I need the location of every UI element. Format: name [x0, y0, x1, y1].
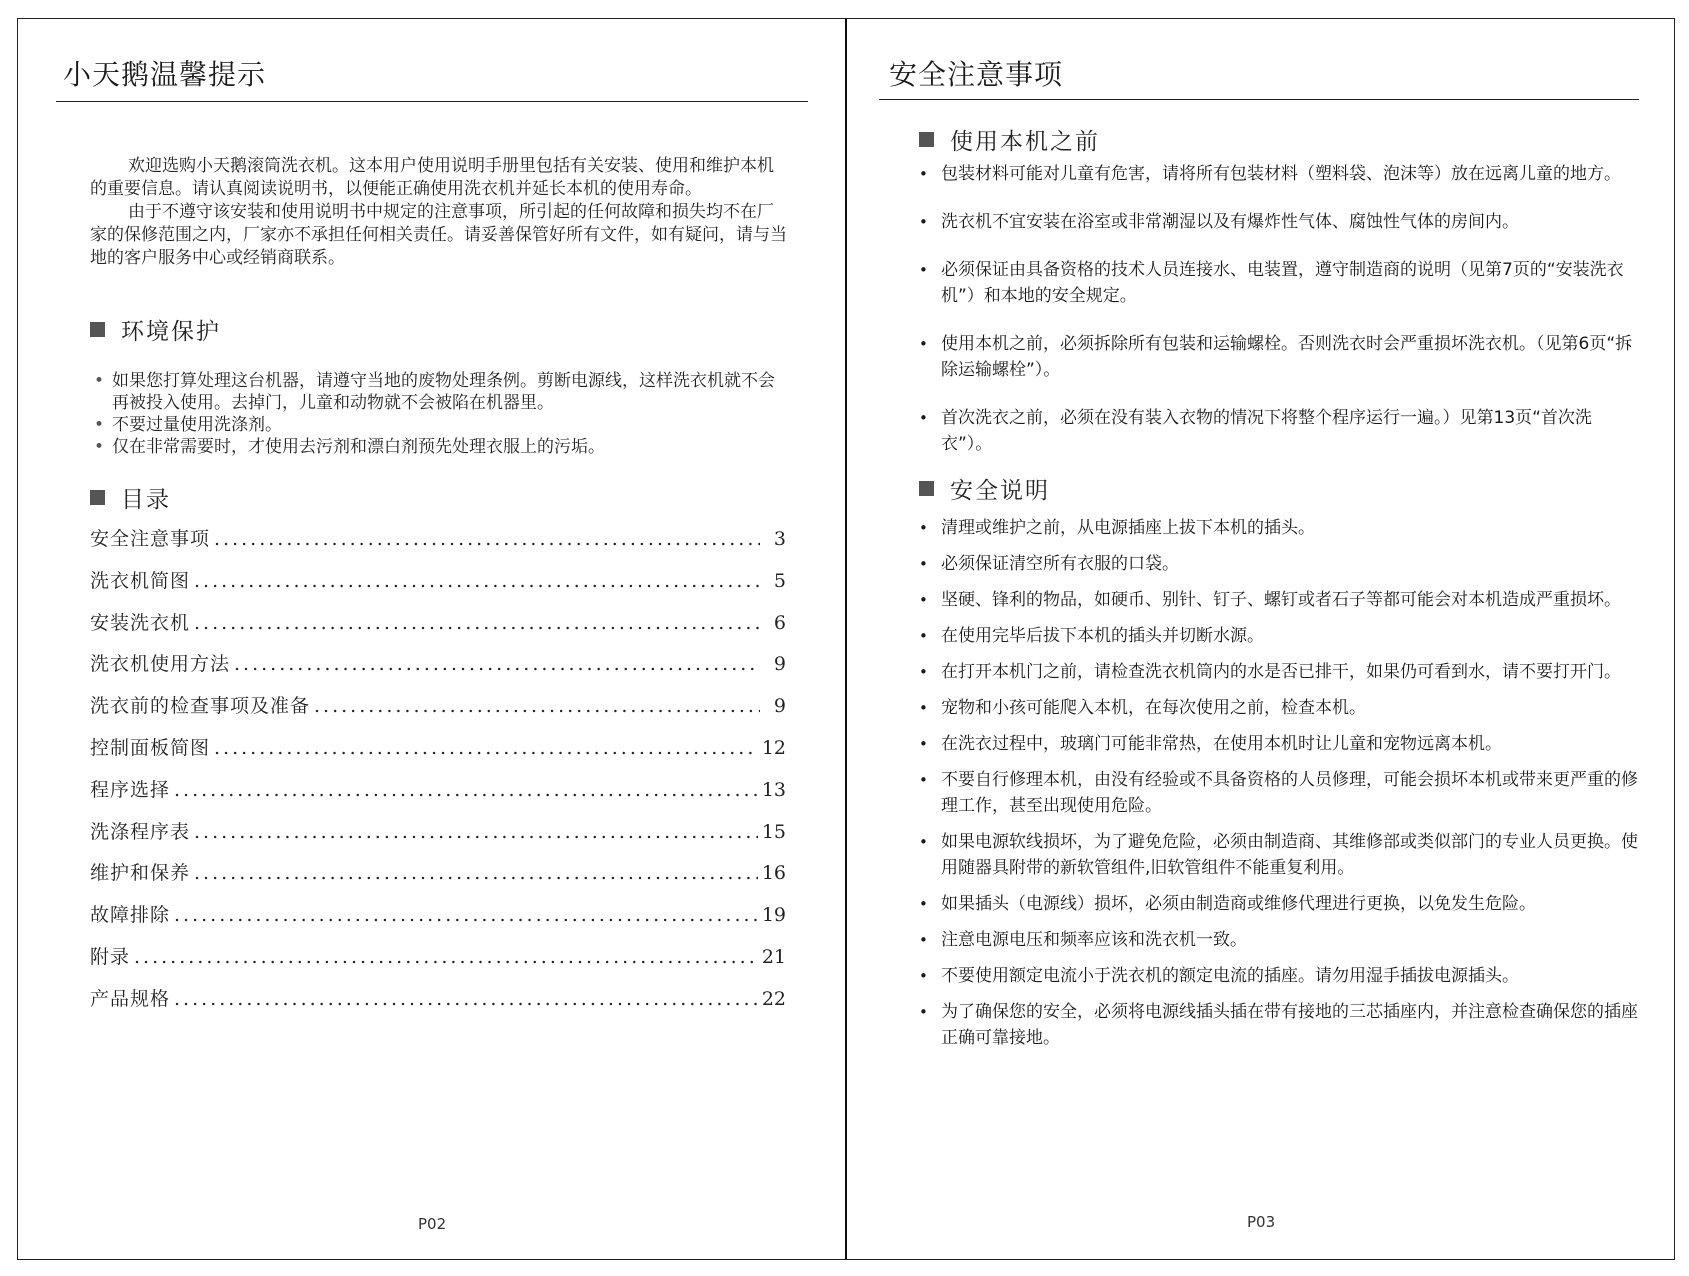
- toc-page: 9: [773, 695, 786, 718]
- page-number: P03: [1247, 1213, 1276, 1231]
- list-item: • 在打开本机门之前，请检查洗衣机筒内的水是否已排干，如果仍可看到水，请不要打开门。: [919, 659, 1639, 685]
- toc-label: 洗涤程序表: [90, 820, 191, 843]
- right-page-title: 安全注意事项: [889, 58, 1064, 91]
- toc-page: 5: [773, 569, 786, 592]
- left-page-title: 小天鹅温馨提示: [63, 58, 267, 91]
- toc-leader-dots: [174, 779, 758, 801]
- toc-label: 维护和保养: [90, 862, 191, 885]
- toc-leader-dots: [174, 904, 758, 926]
- toc-leader-dots: [194, 570, 760, 592]
- toc-page: 16: [761, 862, 786, 885]
- toc-label: 洗衣前的检查事项及准备: [90, 695, 311, 718]
- table-of-contents: [90, 524, 786, 1026]
- toc-leader-dots: [174, 988, 758, 1010]
- square-bullet-icon: [919, 481, 934, 496]
- toc-label: 程序选择: [90, 778, 171, 801]
- toc-leader-dots: [194, 821, 758, 843]
- toc-page: 9: [773, 653, 786, 676]
- title-rule: [879, 99, 1639, 100]
- before-use-heading-label: 使用本机之前: [950, 129, 1100, 155]
- toc-entry[interactable]: [90, 691, 786, 733]
- intro-paragraph: 由于不遵守该安装和使用说明书中规定的注意事项，所引起的任何故障和损失均不在厂家的保修范围之内，厂家亦不承担任何相关责任。请妥善保管好所有文件，如有疑问，请与当地的客户服务中心或经销商联系。: [90, 202, 787, 268]
- list-item: • 不要使用额定电流小于洗衣机的额定电流的插座。请勿用湿手插拔电源插头。: [919, 963, 1639, 989]
- list-item: • 如果您打算处理这台机器，请遵守当地的废物处理条例。剪断电源线，这样洗衣机就不会再被投入使用。去掉门，儿童和动物就不会被陷在机器里。: [90, 370, 790, 414]
- toc-page: 3: [773, 528, 786, 550]
- list-item: • 在使用完毕后拔下本机的插头并切断水源。: [919, 623, 1639, 649]
- toc-label: 洗衣机简图: [90, 569, 191, 592]
- list-item: • 清理或维护之前，从电源插座上拔下本机的插头。: [919, 515, 1639, 541]
- before-use-list: [919, 161, 1639, 467]
- safety-heading: [919, 472, 1050, 505]
- list-item: • 宠物和小孩可能爬入本机，在每次使用之前，检查本机。: [919, 695, 1639, 721]
- list-item: • 使用本机之前，必须拆除所有包装和运输螺栓。否则洗衣时会严重损坏洗衣机。（见第6页“拆除运输螺栓”）。: [919, 331, 1639, 383]
- title-rule: [56, 101, 808, 102]
- right-page: [845, 18, 1675, 1260]
- toc-entry[interactable]: [90, 817, 786, 859]
- list-item: • 必须保证清空所有衣服的口袋。: [919, 551, 1639, 577]
- toc-label: 附录: [90, 945, 131, 968]
- square-bullet-icon: [90, 322, 105, 337]
- toc-entry[interactable]: [90, 649, 786, 691]
- list-item: • 坚硬、锋利的物品，如硬币、别针、钉子、螺钉或者石子等都可能会对本机造成严重损坏。: [919, 587, 1639, 613]
- toc-entry[interactable]: [90, 942, 786, 984]
- toc-label: 安装洗衣机: [90, 611, 191, 634]
- env-list: [90, 370, 790, 458]
- page-number: P02: [418, 1215, 447, 1233]
- list-item: • 仅在非常需要时，才使用去污剂和漂白剂预先处理衣服上的污垢。: [90, 436, 790, 458]
- toc-entry[interactable]: [90, 775, 786, 817]
- intro-paragraph: 欢迎选购小天鹅滚筒洗衣机。这本用户使用说明手册里包括有关安装、使用和维护本机的重要信息。请认真阅读说明书，以便能正确使用洗衣机并延长本机的使用寿命。: [90, 156, 774, 199]
- list-item: • 不要自行修理本机，由没有经验或不具备资格的人员修理，可能会损坏本机或带来更严重的修理工作，甚至出现使用危险。: [919, 767, 1639, 819]
- toc-page: 22: [761, 987, 786, 1010]
- list-item: • 包装材料可能对儿童有危害，请将所有包装材料（塑料袋、泡沫等）放在远离儿童的地方。: [919, 161, 1639, 187]
- list-item: • 洗衣机不宜安装在浴室或非常潮湿以及有爆炸性气体、腐蚀性气体的房间内。: [919, 209, 1639, 235]
- toc-label: 安全注意事项: [90, 528, 211, 550]
- toc-label: 控制面板简图: [90, 736, 211, 759]
- list-item: • 如果电源软线损坏，为了避免危险，必须由制造商、其维修部或类似部门的专业人员更换。使用随器具附带的新软管组件,旧软管组件不能重复利用。: [919, 829, 1639, 881]
- toc-entry[interactable]: [90, 566, 786, 608]
- safety-heading-label: 安全说明: [950, 478, 1050, 504]
- list-item: • 必须保证由具备资格的技术人员连接水、电装置，遵守制造商的说明（见第7页的“安装洗衣机”）和本地的安全规定。: [919, 257, 1639, 309]
- list-item: • 注意电源电压和频率应该和洗衣机一致。: [919, 927, 1639, 953]
- list-item: • 不要过量使用洗涤剂。: [90, 414, 790, 436]
- toc-entry[interactable]: [90, 733, 786, 775]
- toc-leader-dots: [234, 653, 760, 675]
- toc-leader-dots: [134, 946, 758, 968]
- left-page: [17, 18, 847, 1260]
- toc-page: 15: [761, 820, 786, 843]
- toc-leader-dots: [194, 612, 760, 634]
- toc-leader-dots: [214, 528, 760, 550]
- toc-page: 19: [761, 904, 786, 927]
- toc-entry[interactable]: [90, 984, 786, 1026]
- toc-heading-label: 目录: [121, 487, 171, 513]
- toc-page: 12: [761, 736, 786, 759]
- toc-entry[interactable]: [90, 524, 786, 566]
- toc-heading: [90, 481, 171, 514]
- toc-entry[interactable]: [90, 900, 786, 942]
- safety-list: [919, 515, 1639, 1061]
- toc-leader-dots: [314, 695, 760, 717]
- list-item: • 首次洗衣之前，必须在没有装入衣物的情况下将整个程序运行一遍。）见第13页“首次洗衣”）。: [919, 405, 1639, 457]
- toc-page: 21: [761, 945, 786, 968]
- square-bullet-icon: [90, 490, 105, 505]
- toc-label: 故障排除: [90, 904, 171, 927]
- square-bullet-icon: [919, 132, 934, 147]
- list-item: • 如果插头（电源线）损坏，必须由制造商或维修代理进行更换，以免发生危险。: [919, 891, 1639, 917]
- list-item: • 在洗衣过程中，玻璃门可能非常热，在使用本机时让儿童和宠物远离本机。: [919, 731, 1639, 757]
- list-item: • 为了确保您的安全，必须将电源线插头插在带有接地的三芯插座内，并注意检查确保您的插座正确可靠接地。: [919, 999, 1639, 1051]
- toc-page: 13: [761, 778, 786, 801]
- toc-page: 6: [773, 611, 786, 634]
- toc-leader-dots: [194, 862, 758, 884]
- toc-label: 洗衣机使用方法: [90, 653, 231, 676]
- intro-text: [90, 155, 788, 270]
- toc-leader-dots: [214, 737, 758, 759]
- toc-label: 产品规格: [90, 987, 171, 1010]
- toc-entry[interactable]: [90, 608, 786, 650]
- env-heading-label: 环境保护: [121, 319, 221, 345]
- before-use-heading: [919, 123, 1100, 156]
- env-heading: [90, 313, 221, 346]
- toc-entry[interactable]: [90, 858, 786, 900]
